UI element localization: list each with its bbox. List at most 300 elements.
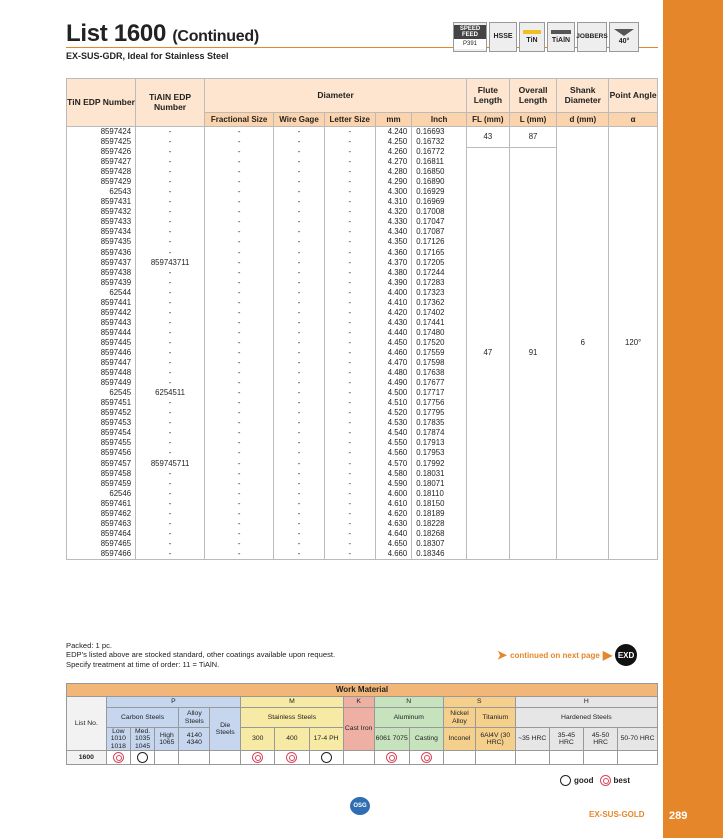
tin-stripe-icon xyxy=(523,30,541,34)
cell-wire: - xyxy=(274,358,325,368)
carbon-high xyxy=(155,728,179,751)
cell-tin-edp: 8597443 xyxy=(67,318,136,328)
cell-tialn-edp: - xyxy=(136,398,205,408)
carbon-med-grades: 1035 1045 xyxy=(135,735,151,750)
cell-wire: - xyxy=(274,127,325,138)
point-angle-icon xyxy=(614,29,634,36)
best-icon xyxy=(386,752,397,763)
cell-mm: 4.430 xyxy=(375,318,412,328)
legend-good-label: good xyxy=(574,776,594,785)
th-overall-length: Overall Length xyxy=(509,79,557,113)
cell-mm: 4.410 xyxy=(375,298,412,308)
cell-letter: - xyxy=(324,549,375,560)
cell-wire: - xyxy=(274,137,325,147)
cell-letter: - xyxy=(324,499,375,509)
cell-tialn-edp: - xyxy=(136,157,205,167)
cell-tin-edp: 8597446 xyxy=(67,348,136,358)
tialn-badge xyxy=(547,22,575,52)
cell-tialn-edp: - xyxy=(136,328,205,338)
cell-mm: 4.280 xyxy=(375,167,412,177)
cell-fractional: - xyxy=(205,398,274,408)
cell-fractional: - xyxy=(205,237,274,247)
note-stocked: EDP's listed above are stocked standard, other coatings available upon request. xyxy=(66,650,336,660)
cell-mm: 4.450 xyxy=(375,338,412,348)
cell-fractional: - xyxy=(205,137,274,147)
cell-tialn-edp: - xyxy=(136,509,205,519)
cell-tin-edp: 8597432 xyxy=(67,207,136,217)
rating-stainless-400 xyxy=(275,751,309,765)
aluminum-wrought: 6061 7075 xyxy=(374,728,409,751)
cell-overall-length: 91 xyxy=(509,147,557,559)
cell-wire: - xyxy=(274,167,325,177)
cell-inch: 0.17638 xyxy=(412,368,467,378)
cell-mm: 4.570 xyxy=(375,459,412,469)
cell-mm: 4.650 xyxy=(375,539,412,549)
cell-inch: 0.16772 xyxy=(412,147,467,157)
cell-inch: 0.17205 xyxy=(412,258,467,268)
cell-fractional: - xyxy=(205,539,274,549)
cell-wire: - xyxy=(274,227,325,237)
cell-mm: 4.640 xyxy=(375,529,412,539)
cell-letter: - xyxy=(324,258,375,268)
cell-inch: 0.17795 xyxy=(412,408,467,418)
cell-mm: 4.300 xyxy=(375,187,412,197)
tialn-stripe-icon xyxy=(551,30,571,34)
cell-wire: - xyxy=(274,217,325,227)
cell-tin-edp: 8597456 xyxy=(67,448,136,458)
cell-mm: 4.630 xyxy=(375,519,412,529)
hsse-badge xyxy=(489,22,517,52)
best-icon xyxy=(600,775,611,786)
cell-letter: - xyxy=(324,428,375,438)
th-inch: Inch xyxy=(412,113,467,127)
cell-tin-edp: 8597457 xyxy=(67,459,136,469)
cell-overall-length: 87 xyxy=(509,127,557,148)
cell-letter: - xyxy=(324,418,375,428)
cell-inch: 0.17165 xyxy=(412,248,467,258)
good-icon xyxy=(137,752,148,763)
cell-tialn-edp: - xyxy=(136,368,205,378)
cell-tialn-edp: - xyxy=(136,187,205,197)
cell-inch: 0.16850 xyxy=(412,167,467,177)
rating-die xyxy=(210,751,241,765)
continued-label: continued on next page xyxy=(510,650,600,660)
rating-aluminum-wrought xyxy=(374,751,409,765)
cell-inch: 0.18346 xyxy=(412,549,467,560)
cell-fractional: - xyxy=(205,499,274,509)
cell-wire: - xyxy=(274,187,325,197)
cell-mm: 4.380 xyxy=(375,268,412,278)
cell-letter: - xyxy=(324,368,375,378)
cell-wire: - xyxy=(274,539,325,549)
cell-tin-edp: 8597452 xyxy=(67,408,136,418)
cell-fractional: - xyxy=(205,368,274,378)
carbon-high-label: High xyxy=(159,731,174,739)
cell-tin-edp: 8597454 xyxy=(67,428,136,438)
alloy-grades: 4140 4340 xyxy=(179,728,210,751)
cell-wire: - xyxy=(274,368,325,378)
cell-fractional: - xyxy=(205,428,274,438)
rating-hrc-35-45 xyxy=(549,751,583,765)
cell-wire: - xyxy=(274,408,325,418)
stainless-17-4: 17-4 PH xyxy=(309,728,343,751)
cell-tialn-edp: 6254511 xyxy=(136,388,205,398)
titanium-grade: 6Al4V (30 HRC) xyxy=(475,728,515,751)
cell-letter: - xyxy=(324,227,375,237)
cell-tin-edp: 8597458 xyxy=(67,469,136,479)
cell-wire: - xyxy=(274,288,325,298)
cell-wire: - xyxy=(274,268,325,278)
cell-letter: - xyxy=(324,408,375,418)
cell-inch: 0.16693 xyxy=(412,127,467,138)
cell-inch: 0.17283 xyxy=(412,278,467,288)
carbon-low xyxy=(106,728,130,751)
cell-fractional: - xyxy=(205,549,274,560)
cell-fractional: - xyxy=(205,167,274,177)
cell-inch: 0.17953 xyxy=(412,448,467,458)
th-alpha-unit: α xyxy=(609,113,658,127)
best-icon xyxy=(113,752,124,763)
th-tialn-edp: TiAlN EDP Number xyxy=(136,79,205,127)
cell-fractional: - xyxy=(205,288,274,298)
cell-tin-edp: 8597463 xyxy=(67,519,136,529)
cell-wire: - xyxy=(274,278,325,288)
cell-wire: - xyxy=(274,519,325,529)
cell-fractional: - xyxy=(205,127,274,138)
cell-tialn-edp: - xyxy=(136,288,205,298)
cell-mm: 4.510 xyxy=(375,398,412,408)
rating-carbon-med xyxy=(130,751,154,765)
cell-tialn-edp: - xyxy=(136,147,205,157)
cell-fractional: - xyxy=(205,358,274,368)
group-s: S xyxy=(443,697,515,708)
cell-tialn-edp: - xyxy=(136,529,205,539)
cell-mm: 4.580 xyxy=(375,469,412,479)
cell-mm: 4.520 xyxy=(375,408,412,418)
cell-tin-edp: 8597428 xyxy=(67,167,136,177)
cell-wire: - xyxy=(274,157,325,167)
cell-fractional: - xyxy=(205,469,274,479)
cell-mm: 4.600 xyxy=(375,489,412,499)
good-icon xyxy=(321,752,332,763)
rating-carbon-high xyxy=(155,751,179,765)
cell-inch: 0.18189 xyxy=(412,509,467,519)
cell-tin-edp: 8597429 xyxy=(67,177,136,187)
cell-letter: - xyxy=(324,127,375,138)
cell-letter: - xyxy=(324,479,375,489)
cell-fractional: - xyxy=(205,268,274,278)
cell-letter: - xyxy=(324,448,375,458)
cell-tialn-edp: - xyxy=(136,318,205,328)
cell-fractional: - xyxy=(205,227,274,237)
cell-mm: 4.490 xyxy=(375,378,412,388)
cell-tin-edp: 8597462 xyxy=(67,509,136,519)
page-number: 289 xyxy=(669,810,688,822)
cell-tin-edp: 8597442 xyxy=(67,308,136,318)
table-row xyxy=(67,127,658,138)
cell-fractional: - xyxy=(205,157,274,167)
cell-inch: 0.17008 xyxy=(412,207,467,217)
cell-letter: - xyxy=(324,187,375,197)
cell-tialn-edp: - xyxy=(136,227,205,237)
cell-inch: 0.17244 xyxy=(412,268,467,278)
stainless-steels: Stainless Steels xyxy=(241,708,344,728)
group-n: N xyxy=(374,697,443,708)
cell-fractional: - xyxy=(205,459,274,469)
th-tin-edp: TiN EDP Number xyxy=(67,79,136,127)
cell-tin-edp: 8597435 xyxy=(67,237,136,247)
cell-fractional: - xyxy=(205,207,274,217)
cell-inch: 0.17402 xyxy=(412,308,467,318)
cell-point-angle: 120° xyxy=(609,127,658,560)
cell-letter: - xyxy=(324,298,375,308)
side-tab xyxy=(663,0,723,838)
cell-wire: - xyxy=(274,459,325,469)
group-k: K xyxy=(343,697,374,708)
carbon-med xyxy=(130,728,154,751)
cell-tialn-edp: - xyxy=(136,348,205,358)
cell-letter: - xyxy=(324,398,375,408)
drill-table xyxy=(66,78,658,560)
cell-tialn-edp: - xyxy=(136,378,205,388)
tool-badges xyxy=(453,22,639,52)
cell-inch: 0.16811 xyxy=(412,157,467,167)
rating-cast-iron xyxy=(343,751,374,765)
cell-fractional: - xyxy=(205,338,274,348)
cell-fractional: - xyxy=(205,308,274,318)
cell-mm: 4.610 xyxy=(375,499,412,509)
cell-fractional: - xyxy=(205,278,274,288)
cell-mm: 4.420 xyxy=(375,308,412,318)
cell-mm: 4.550 xyxy=(375,438,412,448)
rating-hrc-35 xyxy=(515,751,549,765)
page-subtitle: EX-SUS-GDR, Ideal for Stainless Steel xyxy=(66,51,229,61)
cell-letter: - xyxy=(324,157,375,167)
cell-tialn-edp: - xyxy=(136,469,205,479)
cell-letter: - xyxy=(324,438,375,448)
cell-inch: 0.17480 xyxy=(412,328,467,338)
cell-inch: 0.17087 xyxy=(412,227,467,237)
cell-fractional: - xyxy=(205,258,274,268)
th-diameter: Diameter xyxy=(205,79,467,113)
cell-letter: - xyxy=(324,489,375,499)
cell-tin-edp: 8597434 xyxy=(67,227,136,237)
cell-letter: - xyxy=(324,197,375,207)
hsse-label: HSSE xyxy=(493,33,513,41)
cell-fractional: - xyxy=(205,418,274,428)
cell-tialn-edp: - xyxy=(136,499,205,509)
cell-tialn-edp: - xyxy=(136,217,205,227)
tialn-label: TiAlN xyxy=(551,36,571,44)
cell-inch: 0.17047 xyxy=(412,217,467,227)
cell-tin-edp: 8597466 xyxy=(67,549,136,560)
cell-tin-edp: 8597427 xyxy=(67,157,136,167)
cell-letter: - xyxy=(324,338,375,348)
cell-tialn-edp: - xyxy=(136,248,205,258)
cell-shank-diameter: 6 xyxy=(557,127,609,560)
stainless-300: 300 xyxy=(241,728,275,751)
cell-tin-edp: 8597436 xyxy=(67,248,136,258)
jobbers-badge xyxy=(577,22,607,52)
carbon-high-grades: 1065 xyxy=(159,739,175,747)
cell-tin-edp: 62543 xyxy=(67,187,136,197)
th-flute-length: Flute Length xyxy=(467,79,510,113)
die-steels: Die Steels xyxy=(210,708,241,751)
rating-alloy xyxy=(179,751,210,765)
inconel: Inconel xyxy=(443,728,475,751)
cell-tin-edp: 62546 xyxy=(67,489,136,499)
cell-mm: 4.370 xyxy=(375,258,412,268)
cell-inch: 0.17559 xyxy=(412,348,467,358)
tin-badge xyxy=(519,22,545,52)
list-no-label: List No. xyxy=(67,697,107,751)
th-l-unit: L (mm) xyxy=(509,113,557,127)
best-icon xyxy=(421,752,432,763)
cell-mm: 4.540 xyxy=(375,428,412,438)
cell-inch: 0.18110 xyxy=(412,489,467,499)
cell-tialn-edp: - xyxy=(136,489,205,499)
cell-wire: - xyxy=(274,308,325,318)
cell-wire: - xyxy=(274,499,325,509)
cell-fractional: - xyxy=(205,388,274,398)
cell-letter: - xyxy=(324,167,375,177)
cell-letter: - xyxy=(324,207,375,217)
arrow-right-icon-2: ▶ xyxy=(602,648,613,662)
cell-tialn-edp: - xyxy=(136,408,205,418)
th-mm: mm xyxy=(375,113,412,127)
cell-mm: 4.310 xyxy=(375,197,412,207)
titanium: Titanium xyxy=(475,708,515,728)
cell-tialn-edp: - xyxy=(136,237,205,247)
note-treatment: Specify treatment at time of order: 11 = TiAlN. xyxy=(66,659,220,669)
cell-tin-edp: 8597447 xyxy=(67,358,136,368)
osg-logo: OSG xyxy=(350,797,370,815)
page-title xyxy=(66,20,259,48)
cell-mm: 4.660 xyxy=(375,549,412,560)
cell-mm: 4.390 xyxy=(375,278,412,288)
cell-letter: - xyxy=(324,529,375,539)
cell-tin-edp: 8597437 xyxy=(67,258,136,268)
cell-mm: 4.250 xyxy=(375,137,412,147)
legend-good xyxy=(560,775,594,786)
cell-flute-length: 43 xyxy=(467,127,510,148)
cell-tin-edp: 8597451 xyxy=(67,398,136,408)
hardened-steels: Hardened Steels xyxy=(515,708,657,728)
cell-tin-edp: 8597445 xyxy=(67,338,136,348)
cell-mm: 4.470 xyxy=(375,358,412,368)
drill-table-body xyxy=(67,127,658,560)
cell-tialn-edp: - xyxy=(136,207,205,217)
cell-tialn-edp: - xyxy=(136,448,205,458)
cell-tialn-edp: - xyxy=(136,479,205,489)
cell-tin-edp: 8597453 xyxy=(67,418,136,428)
cell-inch: 0.18268 xyxy=(412,529,467,539)
cell-fractional: - xyxy=(205,328,274,338)
work-material-table xyxy=(66,683,658,765)
cell-wire: - xyxy=(274,428,325,438)
aluminum-casting: Casting xyxy=(409,728,443,751)
cell-tialn-edp: - xyxy=(136,308,205,318)
rating-stainless-300 xyxy=(241,751,275,765)
speed-feed-label: SPEED FEED xyxy=(454,25,486,40)
legend-best-label: best xyxy=(613,776,630,785)
cell-mm: 4.340 xyxy=(375,227,412,237)
cell-inch: 0.18071 xyxy=(412,479,467,489)
cell-tialn-edp: - xyxy=(136,519,205,529)
cell-tialn-edp: 859745711 xyxy=(136,459,205,469)
cell-tin-edp: 8597449 xyxy=(67,378,136,388)
continued-link[interactable] xyxy=(497,644,637,666)
cell-letter: - xyxy=(324,388,375,398)
group-h: H xyxy=(515,697,657,708)
cell-mm: 4.240 xyxy=(375,127,412,138)
group-m: M xyxy=(241,697,344,708)
cell-letter: - xyxy=(324,177,375,187)
cell-mm: 4.320 xyxy=(375,207,412,217)
cell-wire: - xyxy=(274,489,325,499)
rating-inconel xyxy=(443,751,475,765)
cell-inch: 0.17756 xyxy=(412,398,467,408)
rating-hrc-50-70 xyxy=(618,751,658,765)
cell-wire: - xyxy=(274,479,325,489)
rating-stainless-17-4 xyxy=(309,751,343,765)
cell-tin-edp: 8597438 xyxy=(67,268,136,278)
tin-label: TiN xyxy=(526,36,538,44)
cell-mm: 4.350 xyxy=(375,237,412,247)
cell-tin-edp: 8597465 xyxy=(67,539,136,549)
cell-mm: 4.260 xyxy=(375,147,412,157)
speed-feed-badge xyxy=(453,22,487,52)
cell-wire: - xyxy=(274,438,325,448)
cell-fractional: - xyxy=(205,248,274,258)
cell-wire: - xyxy=(274,529,325,539)
title-text: List 1600 xyxy=(66,20,167,47)
cell-wire: - xyxy=(274,298,325,308)
th-point-angle: Point Angle xyxy=(609,79,658,113)
footer-brand: EX-SUS-GOLD xyxy=(589,810,645,819)
rating-aluminum-casting xyxy=(409,751,443,765)
cell-letter: - xyxy=(324,308,375,318)
cell-tin-edp: 8597424 xyxy=(67,127,136,138)
cell-letter: - xyxy=(324,539,375,549)
th-d-unit: d (mm) xyxy=(557,113,609,127)
cell-fractional: - xyxy=(205,318,274,328)
cell-mm: 4.530 xyxy=(375,418,412,428)
cell-letter: - xyxy=(324,147,375,157)
cell-letter: - xyxy=(324,519,375,529)
cell-tin-edp: 8597431 xyxy=(67,197,136,207)
title-suffix: (Continued) xyxy=(172,28,259,45)
hrc-50-70: 50-70 HRC xyxy=(618,728,658,751)
carbon-low-grades: 1010 1018 xyxy=(110,735,126,750)
carbon-med-label: Med. xyxy=(135,728,151,735)
cell-fractional: - xyxy=(205,187,274,197)
cell-tialn-edp: - xyxy=(136,338,205,348)
cell-wire: - xyxy=(274,207,325,217)
cell-wire: - xyxy=(274,338,325,348)
cell-letter: - xyxy=(324,509,375,519)
cell-tin-edp: 8597439 xyxy=(67,278,136,288)
cell-letter: - xyxy=(324,137,375,147)
rating-titanium xyxy=(475,751,515,765)
cell-mm: 4.500 xyxy=(375,388,412,398)
cell-tin-edp: 62544 xyxy=(67,288,136,298)
cell-tin-edp: 8597455 xyxy=(67,438,136,448)
cell-letter: - xyxy=(324,268,375,278)
group-p: P xyxy=(106,697,240,708)
th-fl-unit: FL (mm) xyxy=(467,113,510,127)
cell-tialn-edp: - xyxy=(136,298,205,308)
